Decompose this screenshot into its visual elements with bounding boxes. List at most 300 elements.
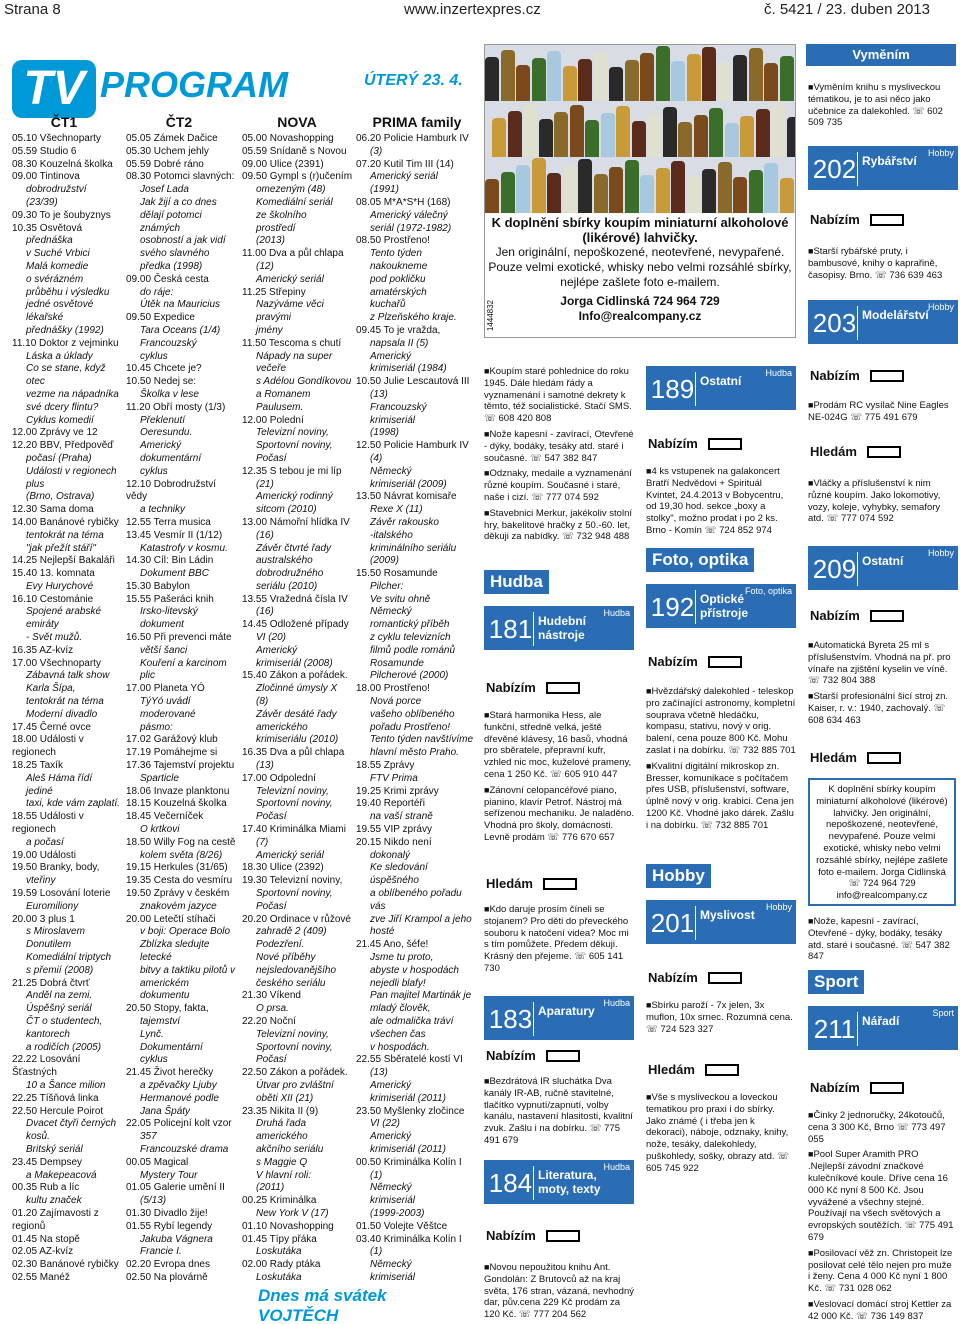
schedule-line: Pilcherové (2000) [370,670,449,682]
schedule-line: (Brno, Ostrava) [26,491,95,503]
schedule-line: Komediální triptych [26,952,112,963]
badge-label: Nářadí [862,1014,900,1028]
schedule-line: (23/39) [26,196,58,208]
schedule-line: Druhá řada [256,1118,307,1130]
schedule-line: (7) [256,836,269,848]
bottle-shape [625,60,639,101]
schedule-line: 10.50 Julie Lescautová III [356,376,470,388]
ad-email[interactable]: Info@realcompany.cz [578,309,702,323]
schedule-line: 18.15 Kouzelná školka [126,798,227,810]
schedule-line: omezeným (48) [256,184,326,196]
arrow-icon [867,752,901,764]
schedule-line: kolem světa (8/26) [140,849,223,861]
schedule-line: Lynč. [140,1028,164,1040]
schedule-line: Americký [370,1131,412,1143]
schedule-line: cyklus [140,350,168,362]
schedule-line: Americký seriál [256,273,324,285]
nabizim-label [486,1228,580,1243]
schedule-line: (1991) [370,184,399,196]
schedule-line: 19.30 Televizní noviny, [242,875,343,887]
schedule-line: 01.50 Volejte Věštce [356,1220,448,1232]
schedule-line: s Miroslavem [26,926,85,938]
schedule-line: 22.05 Policejní kolt vzor [126,1118,232,1130]
schedule-line: (16) [256,529,274,541]
schedule-line: přednáška [26,235,73,247]
badge-184 [484,1160,634,1204]
bottle-shape [492,118,506,157]
schedule-line: 19.35 Cesta do vesmíru [126,875,233,887]
schedule-nova [242,133,354,1283]
schedule-line: 17.00 Planeta YÓ [126,683,205,695]
schedule-line: Tento týden navštívíme [370,734,474,746]
schedule-line: Anděl na zemi. [26,990,93,1002]
schedule-line: osobností a jak vidí [140,235,226,247]
schedule-line: Dvacet čtyři černých [26,1118,117,1130]
schedule-line: Německý [370,1182,412,1194]
bottle-shape [485,57,499,101]
schedule-line: 11.25 Střepiny [242,286,306,298]
schedule-line: (13) [370,388,388,400]
schedule-line: 00.25 Kriminálka [242,1195,317,1207]
badge-183 [484,996,634,1040]
schedule-line: 17.36 Tajemství projektu [126,760,235,772]
schedule-line: 02.20 Evropa dnes [126,1259,210,1271]
schedule-line: Cyklus komedií [26,414,94,426]
ad-contact: Jorga Cidlinská 724 964 729 [560,294,720,308]
channel-nova: NOVA [277,114,317,130]
schedule-line: 05.10 Všechnoparty [12,133,101,144]
schedule-line: 06.20 Policie Hamburk IV [356,133,469,144]
schedule-line: Spojené arabské emiráty [26,606,102,631]
schedule-line: VI (20) [256,632,287,644]
schedule-prima [356,133,476,1283]
schedule-line: prostředí [256,222,296,234]
classified-ad: ■ Posilovací věž zn. Christopeit lze posilovat celé tělo nejen pro muže i ženy. Cena 4 000 Kč nyní 1 800 Kč. ☏ 731 028 062 [808,1248,956,1295]
classified-ad: ■ Kdo daruje prosím číneli se stojanem? Pro děti do převeckého souboru k natočení videa? Moc mi s tím pomůžete. Předem děkuji. Krásný den přejeme. ☏ 605 141 730 [484,904,634,975]
schedule-line: 16.35 Dva a půl chlapa [242,747,345,759]
schedule-line: Sportovní noviny, [256,440,333,452]
schedule-line: 14.30 Cíl: Bin Ládin [126,555,214,567]
tv-logo: TV [12,60,96,118]
schedule-line: 11.20 Obří mosty (1/3) [126,401,226,413]
schedule-line: s Adélou Gondíkovou [256,376,352,388]
hledam-label [486,876,577,891]
classified-ad: ■ Sbírku paroží - 7x jelen, 3x muflon, 10x srnec. Rozumná cena. ☏ 724 523 327 [646,1000,796,1035]
schedule-line: dokument [140,619,184,631]
schedule-line: Německý [370,606,412,618]
classified-ad: ■ Stará harmonika Hess, ale funkční, středně velká, ještě dřevěné klávesy, 16 basů, vhodná pro sběratele, přepravní kufr, vzhled nic moc, kuželové prameny, cena 1 250 Kč. ☏ 605 910 447 [484,710,634,781]
schedule-line: Americký [370,1079,412,1091]
schedule-line: 01.30 Divadlo žije! [126,1207,208,1219]
schedule-line: filmů podle románů [370,644,456,656]
schedule-line: nejedli blafy! [370,977,426,989]
bottle-shape [532,158,546,213]
schedule-line: 20.50 Stopy, fakta, [126,1003,209,1015]
schedule-line: 18.00 Události v regionech [12,734,84,759]
bottle-shape [485,179,499,213]
schedule-line: "jak přežít stáří" [26,542,96,554]
schedule-line: přednášky (1992) [26,324,104,336]
schedule-line: 15.30 Babylon [126,580,190,592]
bottle-shape [616,106,630,157]
schedule-line: 21.45 Ano, šéfe! [356,939,429,951]
schedule-line: romantický příběh [370,619,450,631]
schedule-line: 08.30 Potomci slavných: [126,171,235,183]
schedule-line: Francouzské drama [140,1143,229,1155]
classified-ad: ■ Starší profesionální šicí stroj zn. Kaiser, r. v.: 1940, zachovalý. ☏ 608 634 463 [808,691,956,726]
schedule-line: 21.25 Dobrá čtvrť [12,977,90,989]
classified-ad: ■ Koupím staré pohlednice do roku 1945. Dále hledám řády a vyznamenání i samotné dekrety k těmto, též socialistické. Stačí SMS. ☏ 608 420 808 [484,366,634,425]
bottle-shape [539,119,553,157]
schedule-line: vteřiny [26,875,56,887]
bottle-shape [547,173,561,213]
nabizim-label [486,680,580,695]
bottle-shape [547,51,561,101]
schedule-line: kriminálního seriálu [370,542,457,554]
classified-ad: ■ Vláčky a příslušenství k nim různé koupím. Jako lokomotivy, vozy, koleje, vyhybky, semafory atd. ☏ 777 074 592 [808,478,956,525]
tv-program-header [8,44,476,124]
badge-203 [808,300,958,344]
bottle-shape [733,55,747,101]
bottle-shape [749,170,763,213]
bottle-shape [764,163,778,213]
schedule-line: a zpěvačky Ljuby [140,1079,217,1091]
bottle-shape [516,165,530,213]
schedule-line: 12.50 Policie Hamburk IV [356,440,469,452]
schedule-line: 21.45 Život herečky [126,1067,214,1079]
schedule-line: o svérázném [26,273,84,285]
schedule-line: a oblíbeného pořadu vás [370,888,462,912]
bottle-shape [516,65,530,101]
schedule-line: 357 [140,1131,157,1143]
schedule-line: vašeho oblíbeného [370,708,455,720]
schedule-line: jmény [256,324,283,336]
schedule-line: Americký seriál [370,171,438,183]
schedule-line: 23.50 Myšlenky zločince [356,1105,465,1117]
schedule-line: -italského [370,529,413,541]
schedule-line: Moderní divadlo [26,708,98,720]
nabizim-label [810,1080,904,1095]
bottle-shape [554,112,568,157]
schedule-line: na vaší straně [370,811,433,823]
hledam-text: Hledám [810,750,857,765]
schedule-line: 02.30 Banánové rybičky [12,1259,119,1271]
schedule-line: zahradě 2 (409) [256,926,327,938]
bottle-shape [718,62,732,101]
schedule-line: Loskutáka [256,1271,302,1283]
schedule-line: 13.55 Vražedná čísla IV [242,593,348,605]
badge-189 [646,366,796,410]
schedule-line: 19.15 Herkules (31/65) [126,862,228,874]
schedule-line: (5/13) [140,1195,167,1207]
arrow-icon [708,972,742,984]
classified-ad: ■ Automatická Byreta 25 ml s příslušenstvím. Vhodná na př. pro vínaře na zjištění kyselin ve víně. ☏ 732 804 388 [808,640,956,687]
schedule-line: (2013) [256,235,285,247]
schedule-line: svého slavného [140,248,210,260]
schedule-line: 16.10 Cestománie [12,593,94,605]
badge-label: Hudební nástroje [538,614,586,642]
badge-number: 183 [488,1004,533,1034]
schedule-line: krimiseriál [370,414,415,426]
badge-181 [484,606,634,650]
badge-tag: Hobby [927,548,954,558]
schedule-line: (3) [370,145,383,157]
schedule-line: VI (22) [370,1118,401,1130]
schedule-line: 14.00 Banánové rybičky [12,516,119,528]
ads-right-2 [808,400,956,430]
schedule-line: s Maggie Q [256,1156,308,1168]
bottle-shape [663,107,677,157]
schedule-line: 09.00 Ulice (2391) [242,158,324,170]
badge-number: 211 [812,1012,858,1046]
schedule-line: tentokrát na téma [26,529,104,541]
schedule-line: cyklus [140,1054,168,1066]
classified-ad: ■ Nože kapesní - zavírací, Otevřené - dýky, bodáky, tesáky atd. staré i současné. ☏ 547 382 847 [484,429,634,464]
schedule-line: Televizní noviny, [256,427,329,439]
classified-ad: ■ Bezdrátová IR sluchátka Dva kanály IR-AB, ručně stavitelné, tlačítko vypnutí/zapnutí, volby kanálu, nastavení hlasitosti, kvalitní zvuk. Zašlu i na dobírku. ☏ 775 491 679 [484,1076,634,1147]
schedule-line: (1) [370,1246,383,1258]
bottle-shape [594,52,608,101]
schedule-line: 07.20 Kutil Tim III (14) [356,158,454,170]
badge-label: Myslivost [700,908,755,922]
schedule-line: 13.50 Návrat komisaře [356,491,457,503]
nabizim-text: Nabízím [810,212,860,227]
schedule-line: 16.35 AZ-kvíz [12,644,74,656]
schedule-line: hosté [370,926,395,938]
schedule-line: 16.50 Při prevenci máte [126,632,232,644]
schedule-line: O prsa. [256,1003,289,1015]
badge-label: Rybářství [862,154,917,168]
schedule-line: Sparticle [140,772,179,784]
schedule-line: předka (1998) [140,260,203,272]
bottle-shape [687,176,701,213]
nabizim-text: Nabízím [810,608,860,623]
schedule-line: známých [140,222,181,234]
schedule-line: 11.10 Doktor z vejminku [12,337,119,349]
ads-right-1 [808,246,956,286]
ads-mid-2 [484,710,634,872]
ad-text [485,215,795,324]
ad-code: 1444832 [486,300,495,332]
bottle-shape [709,108,723,157]
schedule-line: 01.05 Galerie umění II [126,1182,225,1194]
schedule-line: Francouzský [370,401,427,413]
ads-mid-4 [484,1076,634,1150]
classified-ad: ■ Pool Super Aramith PRO .Nejlepší závodní značkové kulečníkové koule. Dříve cena 16 000 Kč nyní 8 500 Kč. Jsou vyvážené a všechny stejné. Používají na všech světových a evropských soutěžích. ☏ 775 491 679 [808,1149,956,1243]
schedule-line: 12.30 Sama doma [12,504,94,516]
schedule-line: lékařské [26,312,64,324]
schedule-line: cyklus [140,465,168,477]
schedule-line: australského [256,555,313,567]
schedule-line: O krtkovi [140,824,180,836]
schedule-line: Závěr desáté řady [256,708,337,720]
schedule-line: amerického [256,1131,308,1143]
ads-mid-5 [484,1262,634,1322]
bottle-shape [609,167,623,213]
schedule-line: New York V (17) [256,1207,329,1219]
arrow-icon [708,438,742,450]
bottle-shape [632,121,646,157]
schedule-line: 17.45 Černé ovce [12,721,91,733]
bottle-shape [740,116,754,157]
bottle-shape [764,63,778,101]
bottle-shape [508,111,522,157]
schedule-line: (1998) [370,427,399,439]
badge-label: Optické přístroje [700,592,749,620]
schedule-line: dělají potomci [140,209,202,221]
badge-tag: Hobby [927,302,954,312]
schedule-line: 05.59 Studio 6 [12,145,77,157]
schedule-line: všechen čas [370,1028,426,1040]
classified-ad: ■ Veslovací domácí stroj Kettler za 42 000 Kč. ☏ 736 149 837 [808,1299,956,1322]
classified-ad: ■ Prodám RC vysílač Nine Eagles NE-024G ☏ 775 491 679 [808,400,956,424]
schedule-line: 23.45 Dempsey [12,1156,83,1168]
schedule-line: nejsledovanějšího [256,964,337,976]
schedule-line: TýYó uvádí moderované [140,696,196,720]
bottle-shape [523,104,537,157]
schedule-line: v boji: Operace Bolo [140,926,231,938]
schedule-line: (2011) [256,1182,285,1194]
schedule-line: (4) [370,452,383,464]
schedule-line: Sportovní noviny, [256,1041,333,1053]
schedule-line: 12.00 Zprávy ve 12 [12,427,98,439]
schedule-line: jedné osvětové [26,299,94,311]
classified-ad: ■ Kvalitní digitální mikroskop zn. Bresser, komunikace s počítačem přes USB, příslušenství, software, úplně nový v orig. krabici. Cena jen 1200 Kč. Vhodné jako dárek. Zašlu i na dobírku. ☏ 732 885 701 [646,761,796,832]
schedule-line: 01.45 Típy přáka [242,1233,317,1245]
hledam-label [810,750,901,765]
schedule-line: 20.20 Ordinace v růžové [242,913,351,925]
schedule-line: 19.59 Losování loterie [12,888,111,900]
classified-ad: ■ 4 ks vstupenek na galakoncert Bratří Nedvědovi + Spirituál Kvintet, 24.4.2013 v Bobycentru, od 19,30 hod. sekce „boxy a stolky", možno prodat i po 2 ks. Brno - Komín ☏ 724 852 974 [646,466,796,537]
bottle-shape [578,59,592,101]
schedule-line: pod pokličku amatérských [370,273,427,298]
classified-ad: ■ Činky 2 jednoručky, 24kotoučů, cena 3 300 Kč, Brno ☏ 773 497 055 [808,1110,956,1145]
schedule-line: Francouzský [140,337,197,349]
nabizim-text: Nabízím [810,368,860,383]
schedule-line: (12) [256,260,274,272]
site-url[interactable]: www.inzertexpres.cz [404,1,541,18]
bottle-shape [601,113,615,157]
schedule-line: 17.19 Pomáhejme si [126,747,218,759]
classified-ad: ■ Vyměním knihu s mysliveckou tématikou, je to asi něco jako učebnice za dalekohled. ☏ 602 509 735 [808,82,956,129]
schedule-line: 19.00 Události [12,849,76,861]
schedule-line: taxi, kde vám zaplatí. [26,798,120,810]
schedule-line: (1) [370,1169,383,1181]
ads-right-6 [808,1110,956,1322]
badge-number: 184 [488,1168,533,1198]
schedule-line: Závěr čtvrté řady [256,542,332,554]
bottle-shape [694,115,708,157]
bottle-shape [640,53,654,101]
schedule-line: Hermanové podle [140,1092,219,1104]
box-ad-right: K doplnění sbírky koupím miniaturní alkoholové (likérové) lahvičky. Jen originální, nepoškozené, neotevřené, nevypařené. Pouze velmi exotické, whisky nebo velmi rozsáhlé sbírky, nejlépe zašlete foto e-mailem. Jorga Cidlinská ☏ 724 964 729 info@realcompany.cz [808,778,956,906]
schedule-line: Televizní noviny, [256,785,329,797]
nabizim-text: Nabízím [648,436,698,451]
schedule-line: krimiseriál (2011) [370,1143,446,1155]
schedule-line: a počasí [26,836,64,848]
nabizim-text: Nabízím [486,680,536,695]
schedule-line: znakovém jazyce [140,900,217,912]
schedule-line: 22.50 Zákon a pořádek. [242,1067,348,1079]
schedule-line: Britský seriál [26,1143,83,1155]
schedule-line: Americký [256,644,298,656]
schedule-line: Tara Oceans (1/4) [140,324,221,336]
schedule-line: 01.20 Zajímavosti z regionů [12,1207,99,1232]
schedule-line: pořadu Prostřeno! [370,721,451,733]
schedule-line: a Makepeacová [26,1169,97,1181]
classified-ad: ■ Novou nepoužitou knihu Ant. Gondolán: Z Brutovců až na kraj světa, 176 stran, vázaná, nevhodný dar, pův.cena 229 Kč prodám za 120 Kč. ☏ 777 204 562 [484,1262,634,1321]
schedule-line: oběti XII (21) [256,1092,314,1104]
schedule-line: ale odmalička tráví [370,1015,454,1027]
badge-number: 201 [650,908,695,938]
schedule-line: Jana Špáty [140,1105,191,1117]
schedule-line: 17.00 Všechnoparty [12,657,101,669]
schedule-line: dokonalý [370,849,411,861]
schedule-line: 02.00 Rady ptáka [242,1259,321,1271]
schedule-line: dokumentární [140,452,202,464]
schedule-line: Počasí [256,452,287,464]
schedule-line: 09.45 To je vražda, [356,324,441,336]
schedule-line: 02.55 Manéž [12,1271,70,1283]
section-sport: Sport [808,970,864,994]
schedule-line: 18.06 Invaze planktonu [126,785,230,797]
schedule-line: Počasí [256,900,287,912]
schedule-line: 22.22 Losování Šťastných [12,1054,81,1079]
schedule-ct2 [126,133,238,1283]
schedule-line: 09.50 Gympl s (r)učením [242,171,353,183]
bottles-photo [485,45,795,213]
schedule-line: Ke sledování úspěšného [370,862,428,887]
schedule-line: Školka v lese [140,388,199,400]
schedule-line: 23.35 Nikita II (9) [242,1105,319,1117]
page-header [0,0,960,22]
schedule-line: 00.05 Magical [126,1156,189,1168]
schedule-line: Závěr rakousko [370,516,439,528]
schedule-line: 02.50 Na plovárně [126,1271,208,1283]
schedule-line: kosů. [26,1131,50,1143]
tv-program-word: PROGRAM [100,64,288,105]
badge-label: Modelářství [862,308,929,322]
schedule-line: 12.00 Polední [242,414,304,426]
badge-201 [646,900,796,944]
badge-tag: Sport [932,1008,954,1018]
schedule-line: a rodičích (2005) [26,1041,102,1053]
schedule-line: Americký seriál [256,849,324,861]
schedule-line: 12.20 BBV, Předpověď [12,440,114,452]
classified-ad: ■ Zánovní celopancéřové piano, pianino, klavír Petrof. Nástroj má seřízenou mechaniku. Je naladěno. Vhodná pro školy, domácnosti. Levně prodám ☏ 776 670 657 [484,785,634,844]
schedule-line: americkém dokumentu [140,977,190,1002]
badge-number: 203 [812,308,857,338]
badge-tag: Hudba [603,1162,630,1172]
schedule-line: Dokumentární [140,1041,203,1053]
schedule-line: mladý člověk, [370,1003,431,1015]
schedule-line: Tento týden nakoukneme [370,248,428,272]
bottle-shape [687,54,701,101]
section-hobby: Hobby [646,864,711,888]
schedule-line: Evy Hurychové [26,580,94,592]
bottle-shape [780,178,794,213]
arrow-icon [867,446,901,458]
schedule-line: tajemství [140,1015,181,1027]
nabizim-text: Nabízím [486,1228,536,1243]
schedule-line: Pan majitel Martinák je [370,990,472,1002]
bottle-shape [787,117,796,157]
section-hudba: Hudba [484,570,549,594]
schedule-line: (21) [256,478,274,490]
bottle-shape [780,56,794,101]
schedule-line: 21.30 Víkend [242,990,301,1002]
classified-ad: ■ Vše s mysliveckou a loveckou tematikou pro praxi i do sbírky. Jako známé ( i třeba jen k dekoraci), náboje, odznaky, knihy, nože, tesáky, dalekohledy, puškohledy, sošky, obrazy atd. ☏ 605 745 922 [646,1092,796,1175]
